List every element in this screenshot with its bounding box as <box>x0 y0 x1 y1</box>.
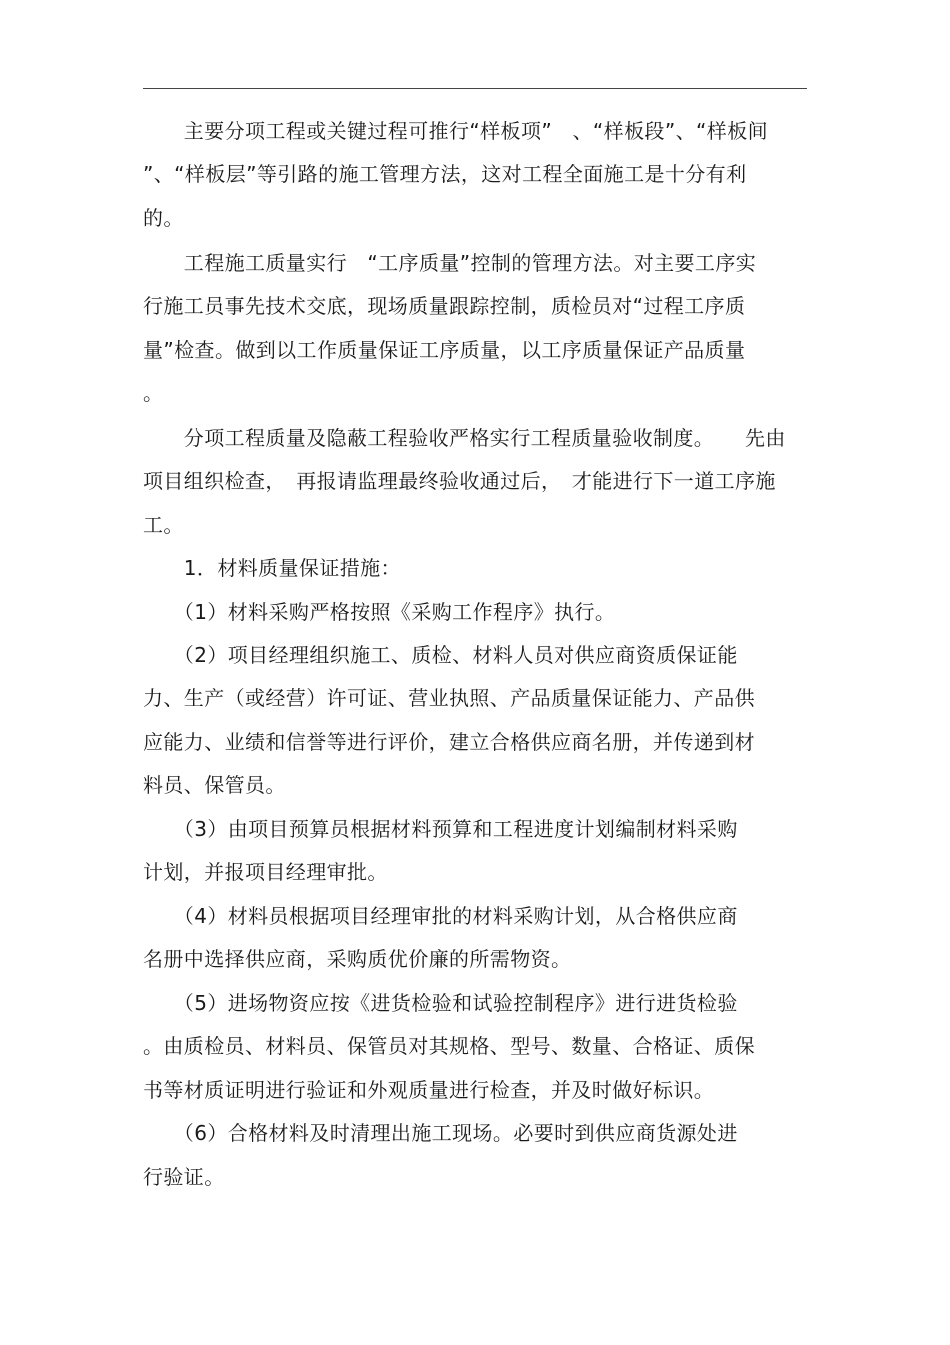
section-heading: 1．材料质量保证措施： <box>143 556 401 580</box>
text-line: 工程施工质量实行 “工序质量”控制的管理方法。对主要工序实 <box>143 251 757 275</box>
text-line: 。 <box>143 381 164 405</box>
text-line: 名册中选择供应商，采购质优价廉的所需物资。 <box>143 947 572 971</box>
text-line: （3）由项目预算员根据材料预算和工程进度计划编制材料采购 <box>143 817 738 841</box>
text-line: （1）材料采购严格按照《采购工作程序》执行。 <box>143 600 616 624</box>
text-line: 应能力、业绩和信誉等进行评价，建立合格供应商名册，并传递到材 <box>143 730 755 754</box>
text-line: 量”检查。做到以工作质量保证工序质量，以工序质量保证产品质量 <box>143 338 746 362</box>
text-line: 的。 <box>143 206 184 230</box>
text-line: 行验证。 <box>143 1165 225 1189</box>
text-line: （6）合格材料及时清理出施工现场。必要时到供应商货源处进 <box>143 1121 738 1145</box>
text-line: 工。 <box>143 513 184 537</box>
text-line: ”、“样板层”等引路的施工管理方法，这对工程全面施工是十分有利 <box>143 162 747 186</box>
text-line: 主要分项工程或关键过程可推行“样板项” 、“样板段”、“样板间 <box>143 119 769 143</box>
text-line: 计划，并报项目经理审批。 <box>143 860 388 884</box>
text-line: 。由质检员、材料员、保管员对其规格、型号、数量、合格证、质保 <box>143 1034 755 1058</box>
text-line: 项目组织检查， 再报请监理最终验收通过后， 才能进行下一道工序施 <box>143 469 776 493</box>
text-line: 分项工程质量及隐蔽工程验收严格实行工程质量验收制度。 先由 <box>143 426 786 450</box>
text-line: （5）进场物资应按《进货检验和试验控制程序》进行进货检验 <box>143 991 738 1015</box>
text-line: 料员、保管员。 <box>143 773 286 797</box>
text-line: （2）项目经理组织施工、质检、材料人员对供应商资质保证能 <box>143 643 738 667</box>
text-line: 行施工员事先技术交底，现场质量跟踪控制，质检员对“过程工序质 <box>143 294 746 318</box>
text-line: 书等材质证明进行验证和外观质量进行检查，并及时做好标识。 <box>143 1078 715 1102</box>
header-rule <box>143 88 807 89</box>
text-line: 力、生产（或经营）许可证、营业执照、产品质量保证能力、产品供 <box>143 686 755 710</box>
text-line: （4）材料员根据项目经理审批的材料采购计划，从合格供应商 <box>143 904 738 928</box>
